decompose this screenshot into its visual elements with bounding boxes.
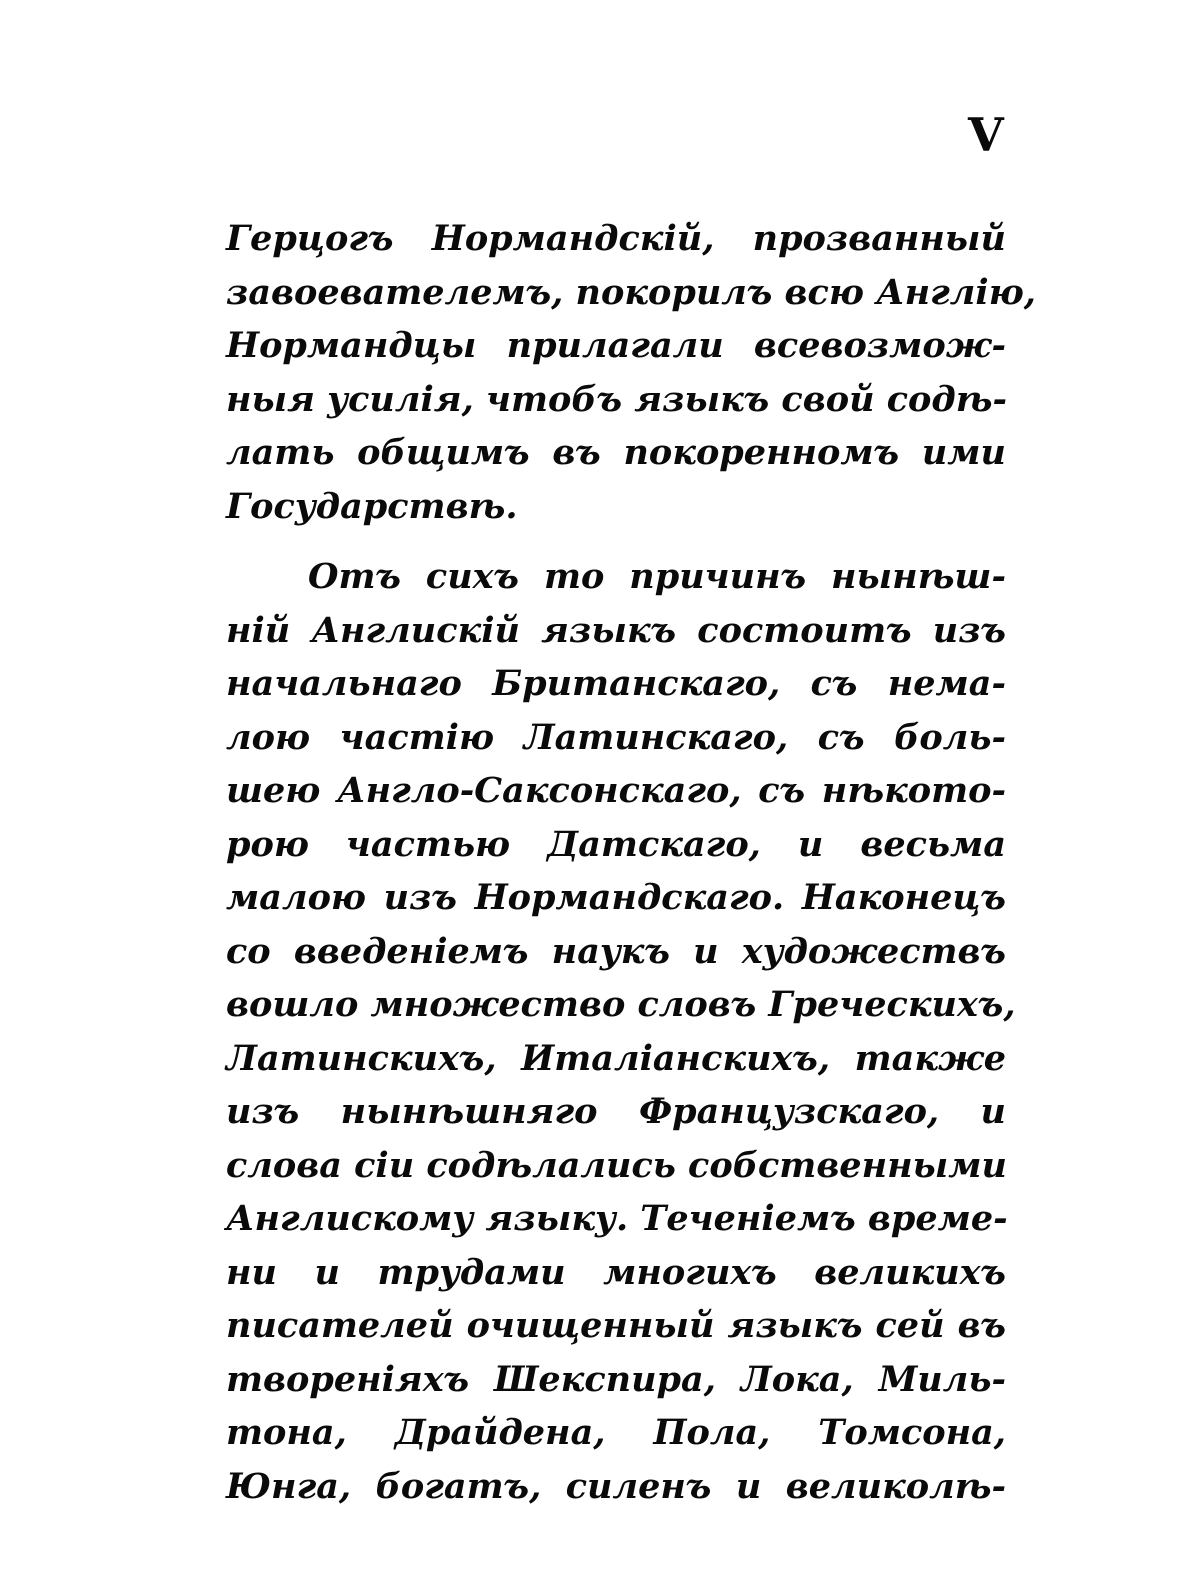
- text-line: Отъ сихъ то причинъ нынѣш-: [308, 556, 1006, 597]
- text-line: слова сіи содѣлались собственными: [226, 1144, 1007, 1186]
- text-line: твореніяхъ Шекспира, Лока, Миль-: [226, 1358, 1006, 1400]
- paragraph-1: [226, 212, 1036, 533]
- text-line: тона, Драйдена, Пола, Томсона,: [226, 1412, 1006, 1453]
- text-line: ныя усилія, чтобъ языкъ свой содѣ-: [226, 378, 1007, 420]
- page-number: V: [968, 108, 1005, 162]
- text-line: рою частью Датскаго, и весьма: [226, 823, 1006, 865]
- text-line: завоевателемъ, покорилъ всю Англію,: [226, 271, 1036, 313]
- text-line: Государствѣ.: [226, 485, 518, 527]
- text-line: Юнга, богатъ, силенъ и великолѣ-: [226, 1465, 1006, 1507]
- text-line: лать общимъ въ покоренномъ ими: [226, 432, 1006, 473]
- text-line: ни и трудами многихъ великихъ: [226, 1251, 1006, 1293]
- text-line: Англискому языку. Теченіемъ време-: [226, 1198, 1008, 1239]
- text-line: лою частію Латинскаго, съ боль-: [226, 716, 1006, 758]
- paragraph-2: [226, 550, 1016, 1513]
- text-line: со введеніемъ наукъ и художествъ: [226, 930, 1006, 972]
- text-line: писателей очищенный языкъ сей въ: [226, 1305, 1006, 1346]
- text-line: Герцогъ Нормандскій, прозванный: [226, 218, 1006, 259]
- text-line: изъ нынѣшняго Французскаго, и: [226, 1091, 1006, 1132]
- text-line: вошло множество словъ Греческихъ,: [226, 984, 1016, 1025]
- text-line: ній Англискій языкъ состоитъ изъ: [226, 609, 1006, 651]
- text-line: начальнаго Британскаго, съ нема-: [226, 663, 1006, 704]
- text-line: шею Англо-Саксонскаго, съ нѣкото-: [226, 770, 1006, 811]
- text-line: Латинскихъ, Италіанскихъ, также: [226, 1037, 1006, 1079]
- text-line: Нормандцы прилагали всевозмож-: [226, 325, 1006, 366]
- text-line: малою изъ Нормандскаго. Наконецъ: [226, 877, 1006, 918]
